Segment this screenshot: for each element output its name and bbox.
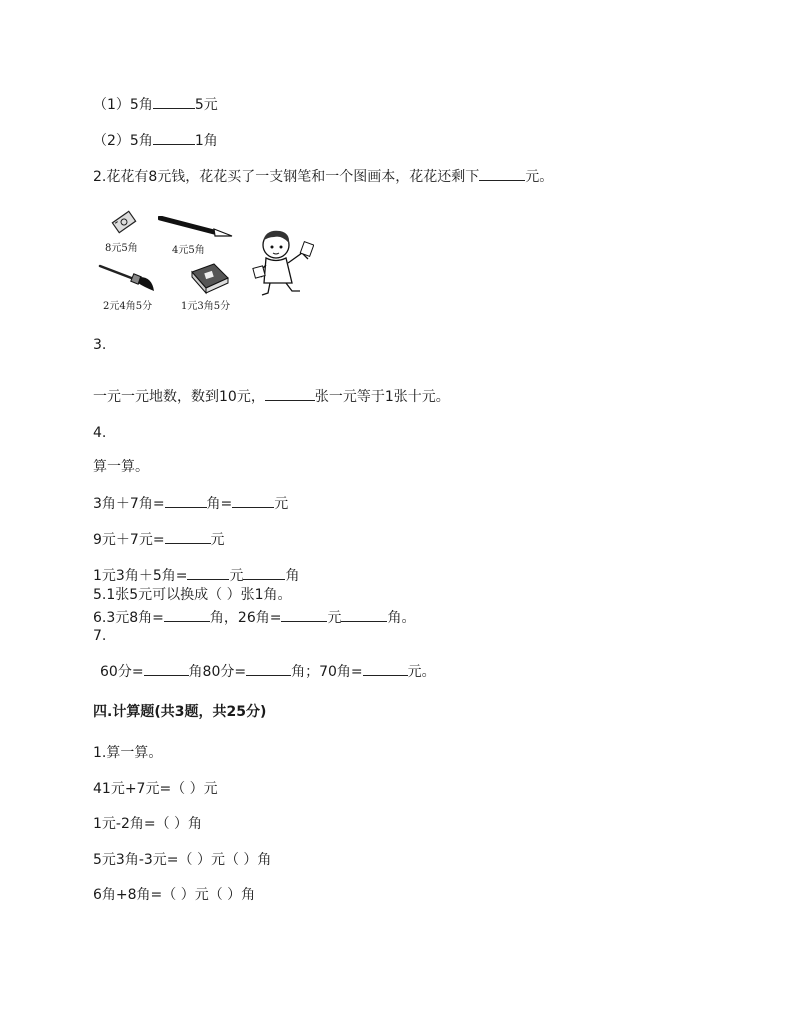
answer-blank[interactable] [153,94,195,109]
expr-unit: 元。 [407,664,436,680]
q2-unit: 元。 [525,169,554,185]
answer-blank[interactable] [281,607,327,622]
q3-number: 3. [93,337,107,353]
q3-line [93,386,450,406]
fountain-pen-icon [158,216,234,238]
expr-unit: 元 [274,496,289,512]
q3-text: 一元一元地数，数到10元， [93,389,265,405]
answer-blank[interactable] [144,661,189,676]
s4-q1-title: 1.算一算。 [93,745,163,761]
answer-blank[interactable] [153,130,195,145]
expr-text: 60分= [100,664,144,680]
expr-text: 9元＋7元= [93,532,165,548]
expr-text: 角80分= [188,664,247,680]
answer-blank[interactable] [479,166,525,181]
expr-unit: 角。 [387,610,416,626]
expr-text: 元 [327,610,342,626]
price-label: 1元3角5分 [181,301,231,312]
answer-blank[interactable] [187,565,229,580]
picture-book-icon [186,262,232,296]
price-label: 8元5角 [105,243,138,254]
expr-unit: 元 [210,532,225,548]
answer-blank[interactable] [265,386,315,401]
expr-text: 1元3角＋5角= [93,568,188,584]
money-bill-icon [110,208,138,236]
answer-blank[interactable] [246,661,291,676]
q4-number: 4. [93,425,107,441]
s4-q1-line: 5元3角-3元=（ ）元（ ）角 [93,852,272,868]
answer-blank[interactable] [232,493,274,508]
expr-text: 角= [206,496,233,512]
q2-line [93,166,553,186]
price-label: 2元4角5分 [103,301,153,312]
paint-brush-icon [98,263,156,293]
q4-line1 [93,493,288,513]
answer-blank[interactable] [363,661,408,676]
expr-unit: 角 [285,568,300,584]
child-holding-money-icon [252,225,314,297]
q1-line1-text: （1）5角 [93,97,153,113]
price-label: 4元5角 [172,245,205,256]
s4-q1-line: 6角+8角=（ ）元（ ）角 [93,887,256,903]
s4-q1-line: 1元-2角=（ ）角 [93,816,203,832]
section-heading: 四.计算题(共3题，共25分) [93,704,267,720]
q5-line: 5.1张5元可以换成（ ）张1角。 [93,587,292,603]
s4-q1-line: 41元+7元=（ ）元 [93,781,218,797]
q7-line [100,661,436,681]
q2-text: 2.花花有8元钱，花花买了一支钢笔和一个图画本，花花还剩下 [93,169,480,185]
q4-line2 [93,529,225,549]
answer-blank[interactable] [165,493,207,508]
q1-line2-text: （2）5角 [93,133,153,149]
q4-line3 [93,565,299,585]
expr-text: 角，26角= [209,610,282,626]
q7-number: 7. [93,628,107,644]
answer-blank[interactable] [341,607,387,622]
q6-line [93,607,415,627]
expr-text: 3角＋7角= [93,496,165,512]
q1-line1 [93,94,218,114]
answer-blank[interactable] [165,529,211,544]
q3-text-end: 张一元等于1张十元。 [314,389,450,405]
q1-line1-unit: 5元 [194,97,218,113]
expr-text: 6.3元8角= [93,610,164,626]
expr-text: 元 [229,568,244,584]
q1-line2 [93,130,218,150]
expr-text: 角；70角= [291,664,363,680]
answer-blank[interactable] [164,607,210,622]
q4-title: 算一算。 [93,459,149,475]
answer-blank[interactable] [243,565,285,580]
q1-line2-unit: 1角 [194,133,218,149]
